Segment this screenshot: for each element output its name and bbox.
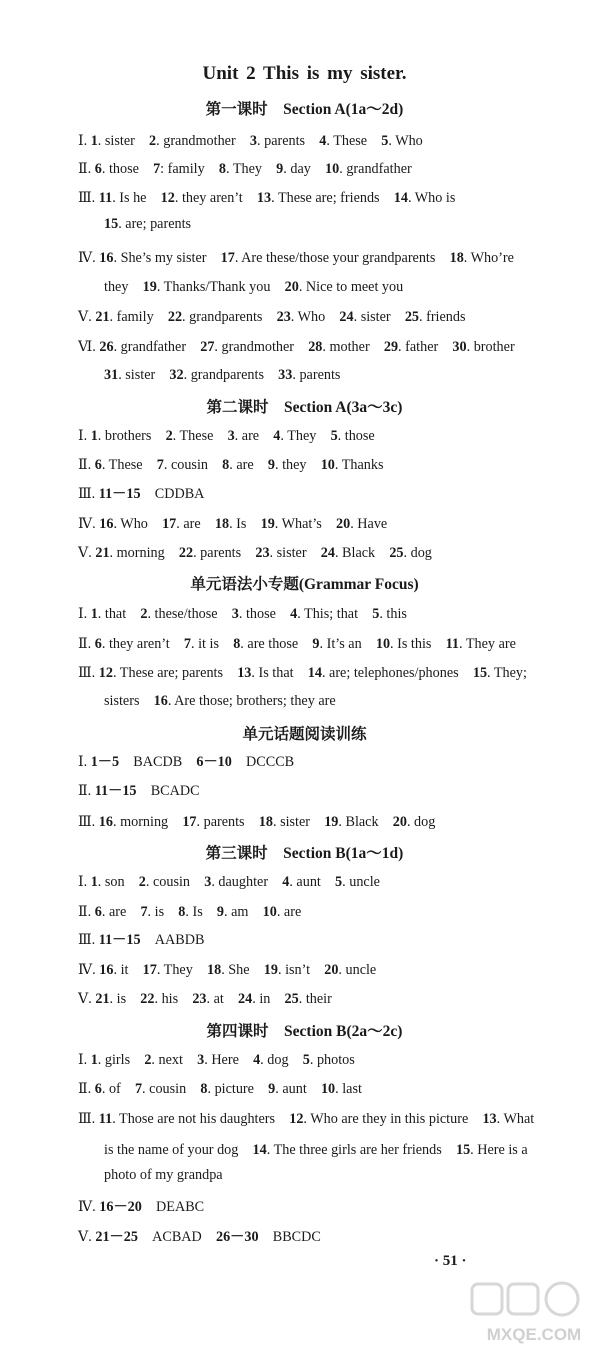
answer-line: 31. sister 32. grandparents 33. parents (104, 367, 341, 383)
page-number: · 51 · (434, 1253, 467, 1269)
answer-line: Ⅲ. 11. Those are not his daughters 12. Who are they in this picture 13. What (78, 1111, 535, 1127)
answer-line: Ⅰ. 1. sister 2. grandmother 3. parents 4. These 5. Who (78, 133, 423, 149)
answer-line: Ⅱ. 6. they aren’t 7. it is 8. are those 9. It’s an 10. Is this 11. They are (78, 636, 516, 652)
section-heading: 第二课时 Section A(3a～3c) (206, 399, 403, 416)
answer-line: they 19. Thanks/Thank you 20. Nice to meet you (104, 279, 404, 295)
watermark-text: MXQE.COM (486, 1325, 582, 1344)
answer-line: Ⅰ. 1. son 2. cousin 3. daughter 4. aunt 5. uncle (78, 874, 380, 890)
answer-line: Ⅴ. 21. is 22. his 23. at 24. in 25. their (78, 991, 332, 1007)
answer-line: Ⅲ. 11. Is he 12. they aren’t 13. These are; friends 14. Who is (78, 190, 456, 206)
answer-line: Ⅱ. 6. of 7. cousin 8. picture 9. aunt 10. last (78, 1081, 362, 1097)
answer-line: Ⅵ. 26. grandfather 27. grandmother 28. mother 29. father 30. brother (78, 339, 515, 355)
answer-line: Ⅰ. 1. girls 2. next 3. Here 4. dog 5. photos (78, 1052, 355, 1068)
answer-line: Ⅳ. 16. She’s my sister 17. Are these/those your grandparents 18. Who’re (78, 250, 514, 266)
answer-line: Ⅲ. 11－15 CDDBA (78, 486, 205, 502)
section-heading: 单元语法小专题(Grammar Focus) (190, 576, 419, 593)
answer-line: Ⅴ. 21－25 ACBAD 26－30 BBCDC (78, 1229, 321, 1245)
section-heading: 第一课时 Section A(1a～2d) (205, 101, 404, 118)
answer-line: photo of my grandpa (104, 1167, 223, 1183)
answer-line: Ⅳ. 16. Who 17. are 18. Is 19. What’s 20. Have (78, 516, 388, 532)
answer-line: Ⅲ. 12. These are; parents 13. Is that 14. are; telephones/phones 15. They; (78, 665, 527, 681)
section-heading: 第三课时 Section B(1a～1d) (205, 845, 404, 862)
watermark-logo (464, 1278, 604, 1348)
unit-title: Unit 2 This is my sister. (202, 63, 407, 84)
answer-line: 15. are; parents (104, 216, 192, 232)
answer-line: sisters 16. Are those; brothers; they are (104, 693, 336, 709)
answer-line: Ⅱ. 6. those 7: family 8. They 9. day 10. grandfather (78, 161, 412, 177)
section-heading: 第四课时 Section B(2a～2c) (206, 1023, 403, 1040)
answer-line: Ⅰ. 1. that 2. these/those 3. those 4. This; that 5. this (78, 606, 407, 622)
answer-line: Ⅳ. 16. it 17. They 18. She 19. isn’t 20. uncle (78, 962, 377, 978)
answer-line: Ⅱ. 11－15 BCADC (78, 783, 200, 799)
answer-line: Ⅲ. 16. morning 17. parents 18. sister 19. Black 20. dog (78, 814, 436, 830)
answer-line: Ⅰ. 1. brothers 2. These 3. are 4. They 5. those (78, 428, 375, 444)
answer-line: Ⅳ. 16－20 DEABC (78, 1199, 205, 1215)
answer-line: Ⅰ. 1－5 BACDB 6－10 DCCCB (78, 754, 295, 770)
answer-line: Ⅱ. 6. These 7. cousin 8. are 9. they 10. Thanks (78, 457, 384, 473)
section-heading: 单元话题阅读训练 (242, 726, 367, 743)
answer-line: Ⅴ. 21. morning 22. parents 23. sister 24. Black 25. dog (78, 545, 432, 561)
answer-line: is the name of your dog 14. The three girls are her friends 15. Here is a (104, 1142, 528, 1158)
answer-line: Ⅲ. 11－15 AABDB (78, 932, 205, 948)
answer-line: Ⅴ. 21. family 22. grandparents 23. Who 24. sister 25. friends (78, 309, 466, 325)
answer-line: Ⅱ. 6. are 7. is 8. Is 9. am 10. are (78, 904, 302, 920)
